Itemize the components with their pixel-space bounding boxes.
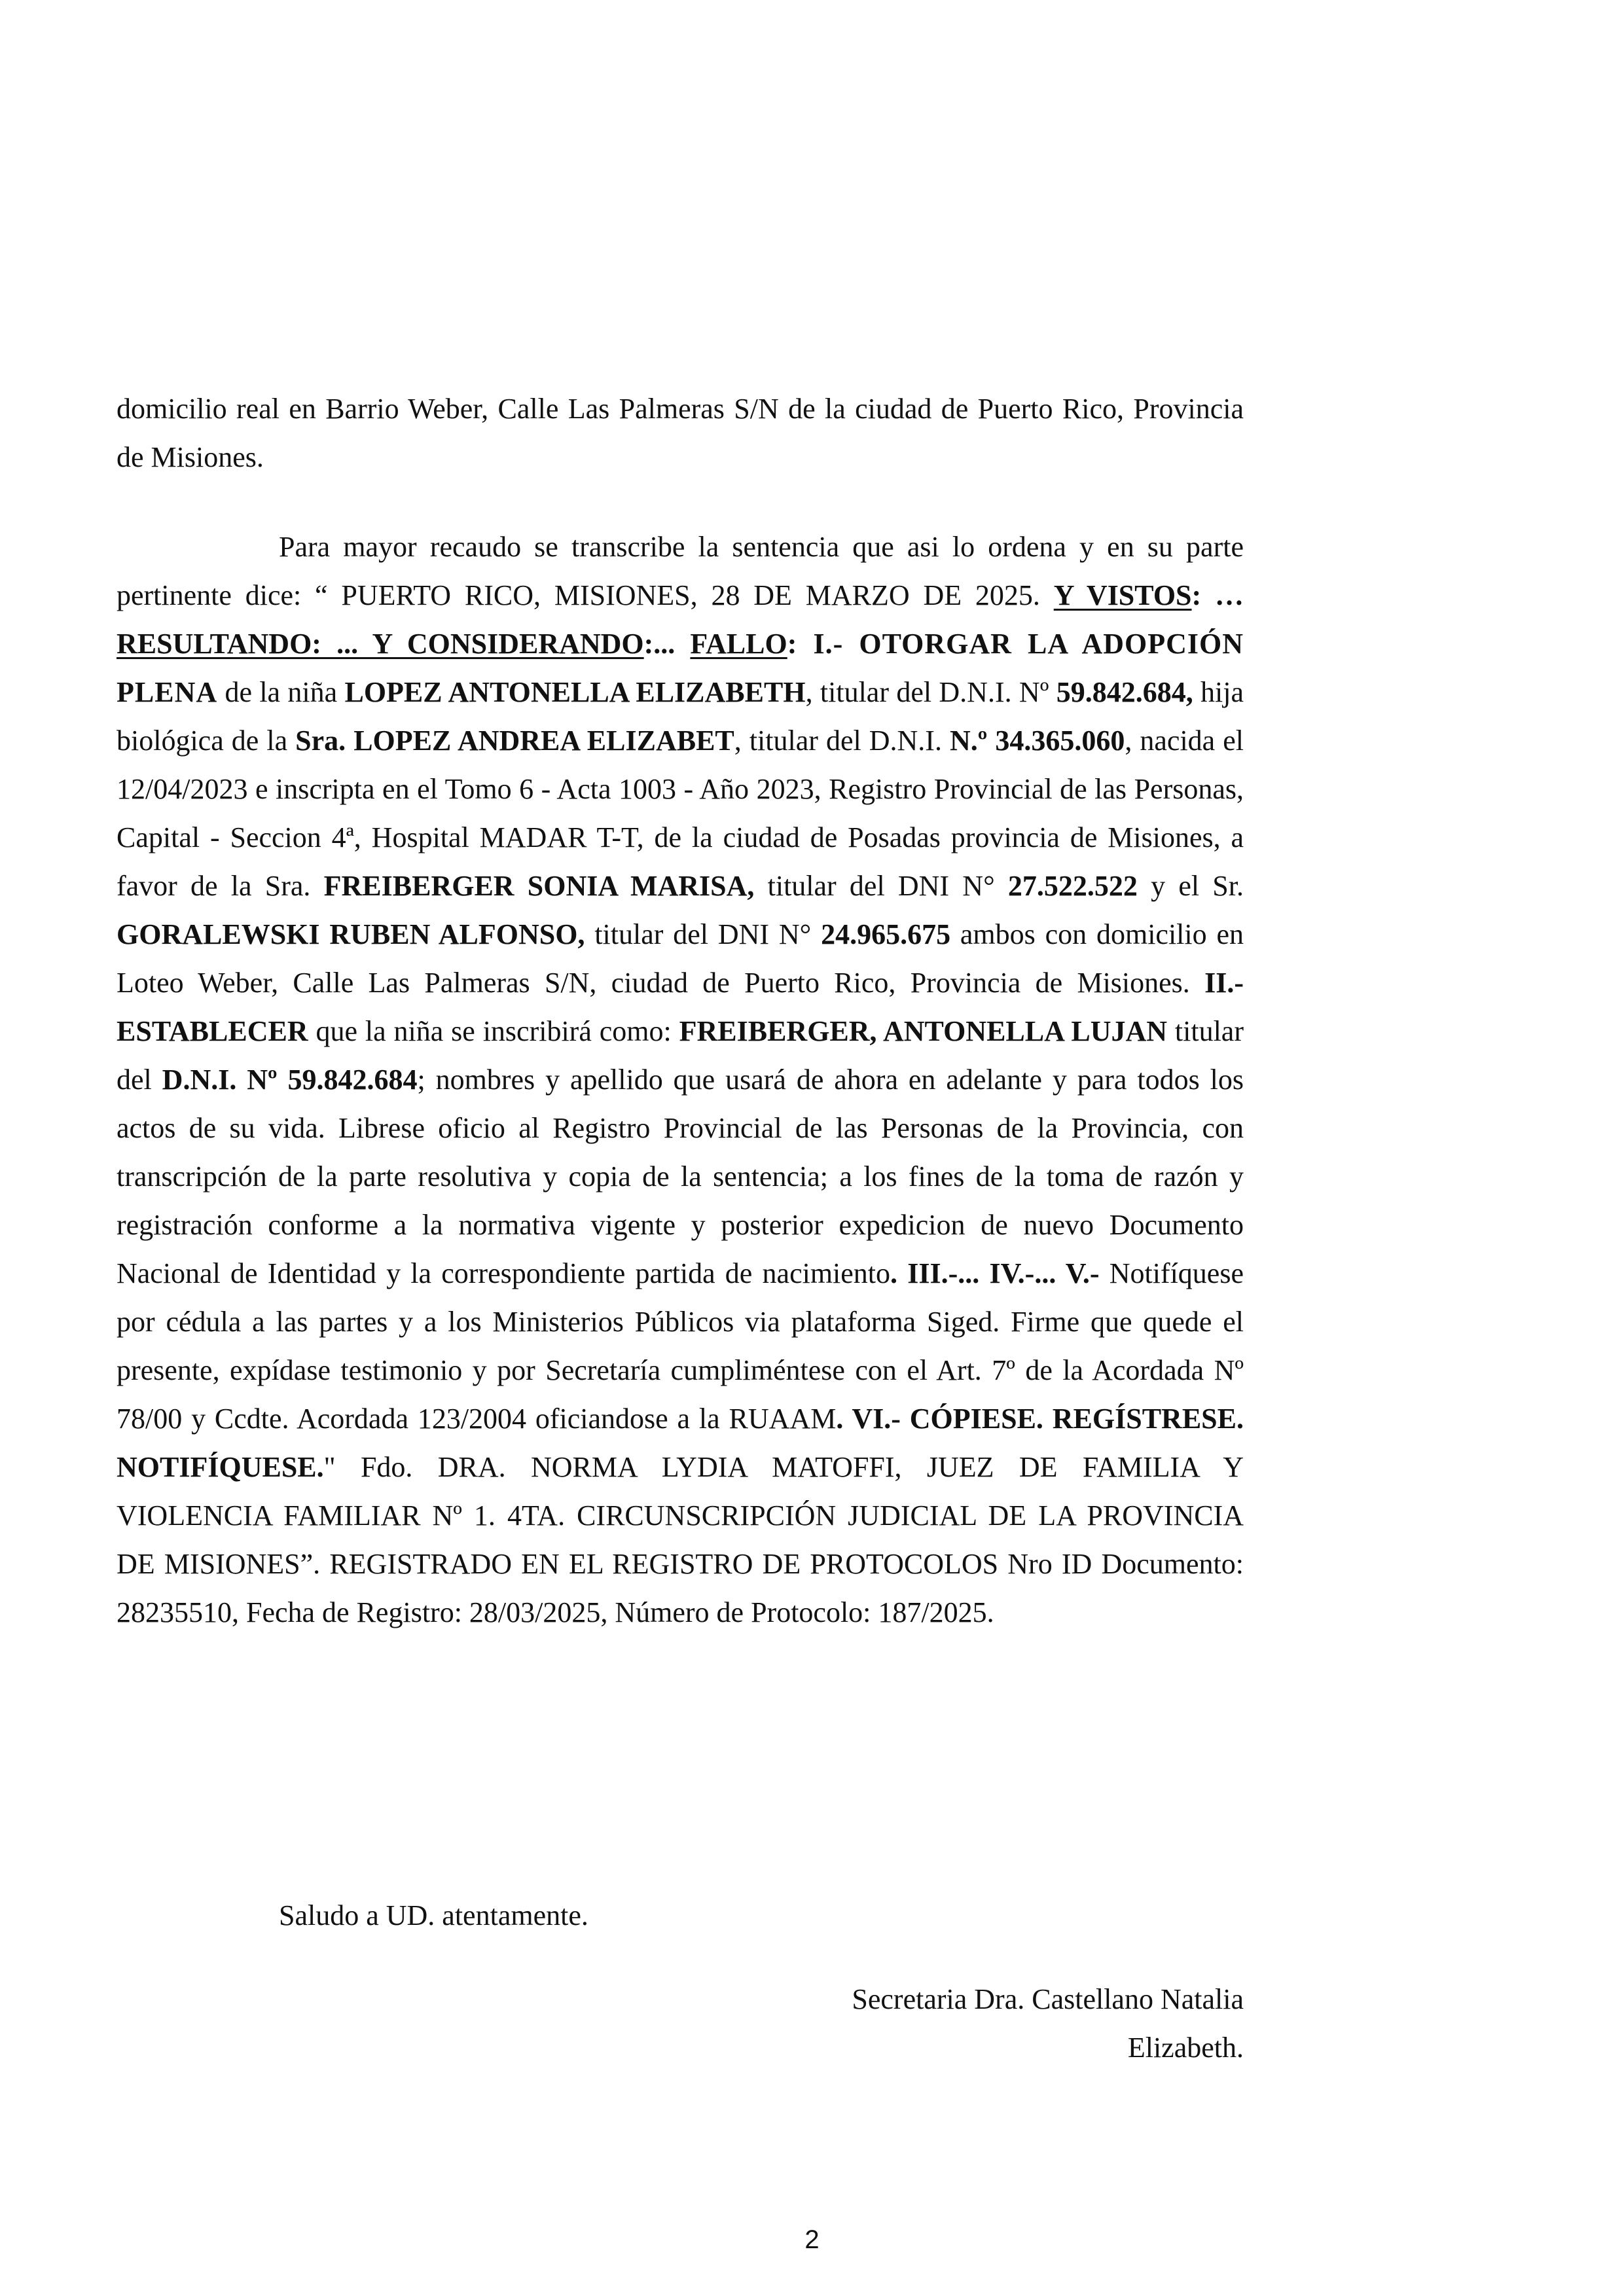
text-segment-bold: : …: [1191, 579, 1244, 611]
fallo-heading: FALLO: [690, 628, 787, 660]
clause-vi: . VI.- CÓPIESE. REGÍSTRESE. NOTIFÍQUESE.: [117, 1403, 1244, 1483]
biological-mother-dni: N.º 34.365.060: [950, 725, 1125, 757]
paragraph-1-text: domicilio real en Barrio Weber, Calle Las Palmeras S/N de la ciudad de Puerto Rico, Provincia de Misiones.: [117, 393, 1244, 473]
text-segment: , nacida el 12/04/2023 e inscripta en el Tomo 6 - Acta 1003 - Año 2023, Registro Provincial de las Personas, Capital - Seccion 4ª, Hospital MADAR T-T, de la ciudad de Posadas provincia de Misiones, a favor de la Sra.: [117, 725, 1244, 902]
text-segment: titular del: [117, 1015, 1244, 1096]
signature-line-1: Secretaria Dra. Castellano Natalia: [852, 1983, 1244, 2015]
text-segment: y el Sr.: [1137, 870, 1244, 902]
new-child-dni: D.N.I. Nº 59.842.684: [162, 1064, 418, 1096]
y-vistos-heading: Y VISTOS: [1053, 579, 1192, 611]
child-name: LOPEZ ANTONELLA ELIZABETH: [344, 676, 806, 708]
text-segment: de la niña: [217, 676, 345, 708]
adoptive-father-dni: 24.965.675: [821, 918, 951, 950]
biological-mother-name: Sra. LOPEZ ANDREA ELIZABET: [295, 725, 734, 757]
otorgar-adopcion-clause: : I.- OTORGAR LA ADOPCIÓN PLENA: [117, 628, 1244, 708]
text-segment: " Fdo. DRA. NORMA LYDIA MATOFFI, JUEZ DE FAMILIA Y VIOLENCIA FAMILIAR Nº 1. 4TA. CIRCUNSCRIPCIÓN JUDICIAL DE LA PROVINCIA DE MISIONES”. REGISTRADO EN EL REGISTRO DE PROTOCOLOS Nro ID Documento: 28235510, Fecha de Registro: 28/03/2025, Número de Protocolo: 187/2025.: [117, 1451, 1244, 1628]
text-segment-bold: :...: [643, 628, 691, 660]
adoptive-mother-dni: 27.522.522: [1007, 870, 1138, 902]
adoptive-father-name: GORALEWSKI RUBEN ALFONSO,: [117, 918, 585, 950]
paragraph-continuation: [117, 385, 1244, 482]
text-segment: titular del DNI N°: [754, 870, 1008, 902]
new-child-name: FREIBERGER, ANTONELLA LUJAN: [679, 1015, 1168, 1047]
signature-line-2: Elizabeth.: [1127, 2032, 1244, 2064]
adoptive-mother-name: FREIBERGER SONIA MARISA,: [323, 870, 755, 902]
text-segment: ; nombres y apellido que usará de ahora en adelante y para todos los actos de su vida. Librese oficio al Registro Provincial de las Personas de la Provincia, con transcripción de la parte resolutiva y copia de la sentencia; a los fines de la toma de razón y registración conforme a la normativa vigente y posterior expedicion de nuevo Documento Nacional de Identidad y la correspondiente partida de nacimiento: [117, 1064, 1244, 1289]
text-segment: , titular del D.N.I.: [734, 725, 950, 757]
text-segment: , titular del D.N.I. Nº: [805, 676, 1056, 708]
closing-salutation: Saludo a UD. atentamente.: [279, 1899, 588, 1931]
text-segment: ambos con domicilio en Loteo Weber, Calle Las Palmeras S/N, ciudad de Puerto Rico, Provincia de Misiones.: [117, 918, 1244, 999]
resultando-considerando-heading: RESULTANDO: ... Y CONSIDERANDO: [117, 628, 644, 660]
signature-block: [852, 1975, 1244, 2072]
establecer-clause: II.- ESTABLECER: [117, 967, 1244, 1047]
text-segment: titular del DNI N°: [585, 918, 821, 950]
child-dni: 59.842.684,: [1056, 676, 1193, 708]
text-segment: Para mayor recaudo se transcribe la sentencia que asi lo ordena y en su parte pertinente dice: “ PUERTO RICO, MISIONES, 28 DE MARZO DE 2025.: [117, 531, 1244, 611]
clauses-iii-v: . III.-... IV.-... V.-: [890, 1257, 1100, 1289]
text-segment: hija biológica de la: [117, 676, 1244, 757]
text-segment: que la niña se inscribirá como:: [308, 1015, 679, 1047]
sentence-transcription-paragraph: [117, 523, 1244, 1637]
text-segment: Notifíquese por cédula a las partes y a los Ministerios Públicos via plataforma Siged. Firme que quede el presente, expídase testimonio y por Secretaría cumpliméntese con el Art. 7º de la Acordada Nº 78/00 y Ccdte. Acordada 123/2004 oficiandose a la RUAAM: [117, 1257, 1244, 1435]
page-number: 2: [804, 2225, 820, 2254]
